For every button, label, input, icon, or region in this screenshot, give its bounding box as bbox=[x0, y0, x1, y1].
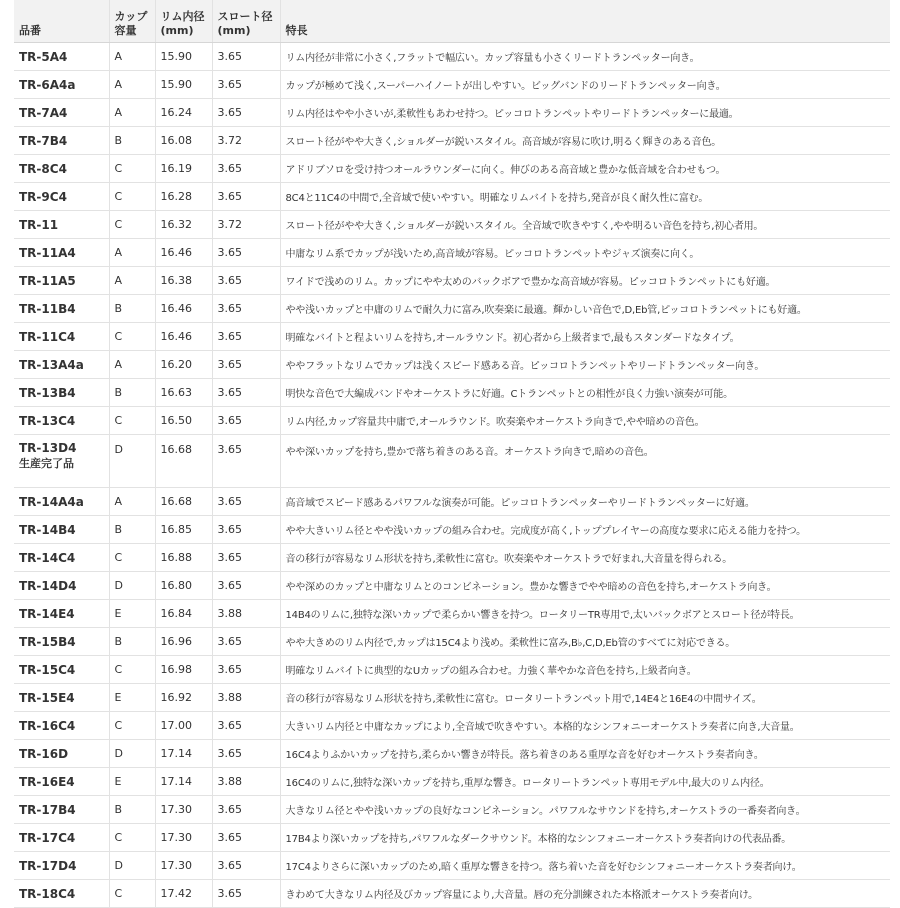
cell-rim: 16.08 bbox=[155, 127, 212, 155]
table-row bbox=[14, 71, 890, 99]
header-model: 品番 bbox=[14, 0, 109, 43]
cell-rim: 16.46 bbox=[155, 323, 212, 351]
header-feature: 特長 bbox=[280, 0, 890, 43]
cell-rim: 16.88 bbox=[155, 544, 212, 572]
cell-throat: 3.65 bbox=[212, 628, 280, 656]
cell-feature: 17B4より深いカップを持ち,パワフルなダークサウンド。本格的なシンフォニーオーケストラ奏者向けの代表品番。 bbox=[280, 824, 890, 852]
table-row bbox=[14, 211, 890, 239]
table-row bbox=[14, 379, 890, 407]
cell-feature: 大きいリム内径と中庸なカップにより,全音域で吹きやすい。本格的なシンフォニーオーケストラ奏者に向き,大音量。 bbox=[280, 712, 890, 740]
cell-throat: 3.72 bbox=[212, 211, 280, 239]
cell-cup: A bbox=[109, 43, 155, 71]
cell-feature: ワイドで浅めのリム。カップにやや太めのバックボアで豊かな高音域が容易。ピッコロトランペットにも好適。 bbox=[280, 267, 890, 295]
cell-throat: 3.65 bbox=[212, 267, 280, 295]
cell-rim: 16.46 bbox=[155, 295, 212, 323]
cell-model: TR-15B4 bbox=[14, 628, 109, 656]
table-row bbox=[14, 127, 890, 155]
cell-rim: 16.85 bbox=[155, 516, 212, 544]
cell-cup: A bbox=[109, 351, 155, 379]
table-row bbox=[14, 656, 890, 684]
cell-cup: A bbox=[109, 71, 155, 99]
cell-throat: 3.65 bbox=[212, 155, 280, 183]
cell-throat: 3.65 bbox=[212, 572, 280, 600]
cell-cup: C bbox=[109, 211, 155, 239]
table-row bbox=[14, 99, 890, 127]
cell-cup: B bbox=[109, 127, 155, 155]
table-row bbox=[14, 572, 890, 600]
cell-model: TR-11A4 bbox=[14, 239, 109, 267]
cell-model: TR-15C4 bbox=[14, 656, 109, 684]
table-row bbox=[14, 544, 890, 572]
cell-model: TR-5A4 bbox=[14, 43, 109, 71]
cell-cup: E bbox=[109, 768, 155, 796]
cell-throat: 3.72 bbox=[212, 127, 280, 155]
table-row bbox=[14, 768, 890, 796]
cell-rim: 16.98 bbox=[155, 656, 212, 684]
cell-model: TR-7B4 bbox=[14, 127, 109, 155]
cell-cup: B bbox=[109, 516, 155, 544]
cell-throat: 3.65 bbox=[212, 544, 280, 572]
cell-feature: 高音域でスピード感あるパワフルな演奏が可能。ピッコロトランペッターやリードトランペッターに好適。 bbox=[280, 488, 890, 516]
cell-rim: 17.14 bbox=[155, 740, 212, 768]
cell-cup: E bbox=[109, 684, 155, 712]
cell-feature: やや深めのカップと中庸なリムとのコンビネーション。豊かな響きでやや暗めの音色を持ち,オーケストラ向き。 bbox=[280, 572, 890, 600]
cell-rim: 16.84 bbox=[155, 600, 212, 628]
cell-feature: やや大きいリム径とやや浅いカップの組み合わせ。完成度が高く,トッププレイヤーの高度な要求に応える能力を持つ。 bbox=[280, 516, 890, 544]
cell-model: TR-13B4 bbox=[14, 379, 109, 407]
cell-rim: 16.20 bbox=[155, 351, 212, 379]
cell-cup: A bbox=[109, 488, 155, 516]
header-cup: カップ 容量 bbox=[109, 0, 155, 43]
cell-cup: D bbox=[109, 852, 155, 880]
table-row bbox=[14, 824, 890, 852]
cell-model: TR-6A4a bbox=[14, 71, 109, 99]
cell-rim: 15.90 bbox=[155, 71, 212, 99]
cell-model: TR-14E4 bbox=[14, 600, 109, 628]
table-row bbox=[14, 684, 890, 712]
cell-feature: 明確なバイトと程よいリムを持ち,オールラウンド。初心者から上級者まで,最もスタンダードなタイプ。 bbox=[280, 323, 890, 351]
cell-cup: B bbox=[109, 796, 155, 824]
cell-model: TR-17B4 bbox=[14, 796, 109, 824]
cell-model: TR-13D4 生産完了品 bbox=[14, 435, 109, 488]
cell-cup: C bbox=[109, 155, 155, 183]
cell-throat: 3.65 bbox=[212, 712, 280, 740]
cell-cup: C bbox=[109, 407, 155, 435]
cell-rim: 17.30 bbox=[155, 852, 212, 880]
cell-throat: 3.65 bbox=[212, 239, 280, 267]
cell-throat: 3.88 bbox=[212, 600, 280, 628]
table-row bbox=[14, 323, 890, 351]
cell-model: TR-16C4 bbox=[14, 712, 109, 740]
cell-rim: 16.80 bbox=[155, 572, 212, 600]
cell-rim: 16.68 bbox=[155, 435, 212, 488]
cell-model: TR-14C4 bbox=[14, 544, 109, 572]
cell-model: TR-18C4 bbox=[14, 880, 109, 908]
cell-model: TR-16D bbox=[14, 740, 109, 768]
cell-feature: 中庸なリム系でカップが浅いため,高音域が容易。ピッコロトランペットやジャズ演奏に向く。 bbox=[280, 239, 890, 267]
cell-feature: 8C4と11C4の中間で,全音域で使いやすい。明確なリムバイトを持ち,発音が良く耐久性に富む。 bbox=[280, 183, 890, 211]
cell-throat: 3.65 bbox=[212, 351, 280, 379]
cell-feature: 明確なリムバイトに典型的なUカップの組み合わせ。力強く華やかな音色を持ち,上級者向き。 bbox=[280, 656, 890, 684]
cell-cup: C bbox=[109, 183, 155, 211]
table-row bbox=[14, 796, 890, 824]
table-row bbox=[14, 488, 890, 516]
cell-rim: 17.42 bbox=[155, 880, 212, 908]
cell-feature: ややフラットなリムでカップは浅くスピード感ある音。ピッコロトランペットやリードトランペッター向き。 bbox=[280, 351, 890, 379]
cell-model: TR-9C4 bbox=[14, 183, 109, 211]
table-row bbox=[14, 600, 890, 628]
cell-feature: スロート径がやや大きく,ショルダーが鋭いスタイル。全音域で吹きやすく,やや明るい音色を持ち,初心者用。 bbox=[280, 211, 890, 239]
cell-feature: 17C4よりさらに深いカップのため,暗く重厚な響きを持つ。落ち着いた音を好むシンフォニーオーケストラ奏者向け。 bbox=[280, 852, 890, 880]
cell-cup: C bbox=[109, 824, 155, 852]
cell-throat: 3.65 bbox=[212, 295, 280, 323]
cell-cup: C bbox=[109, 880, 155, 908]
cell-rim: 17.14 bbox=[155, 768, 212, 796]
cell-model: TR-11B4 bbox=[14, 295, 109, 323]
table-row bbox=[14, 351, 890, 379]
table-row bbox=[14, 183, 890, 211]
cell-cup: C bbox=[109, 323, 155, 351]
cell-model: TR-11A5 bbox=[14, 267, 109, 295]
cell-rim: 16.68 bbox=[155, 488, 212, 516]
cell-rim: 16.28 bbox=[155, 183, 212, 211]
cell-throat: 3.65 bbox=[212, 71, 280, 99]
cell-feature: スロート径がやや大きく,ショルダーが鋭いスタイル。高音域が容易に吹け,明るく輝きのある音色。 bbox=[280, 127, 890, 155]
cell-rim: 16.24 bbox=[155, 99, 212, 127]
cell-model: TR-13A4a bbox=[14, 351, 109, 379]
cell-rim: 16.96 bbox=[155, 628, 212, 656]
table-row bbox=[14, 435, 890, 488]
cell-model: TR-14A4a bbox=[14, 488, 109, 516]
cell-model: TR-16E4 bbox=[14, 768, 109, 796]
cell-feature: リム内径,カップ容量共中庸で,オールラウンド。吹奏楽やオーケストラ向きで,やや暗めの音色。 bbox=[280, 407, 890, 435]
cell-cup: C bbox=[109, 544, 155, 572]
cell-cup: B bbox=[109, 379, 155, 407]
cell-cup: C bbox=[109, 712, 155, 740]
cell-rim: 15.90 bbox=[155, 43, 212, 71]
table-row bbox=[14, 295, 890, 323]
cell-throat: 3.65 bbox=[212, 488, 280, 516]
table-header bbox=[14, 0, 890, 43]
header-throat: スロート径 (mm) bbox=[212, 0, 280, 43]
cell-model: TR-13C4 bbox=[14, 407, 109, 435]
cell-feature: リム内径が非常に小さく,フラットで幅広い。カップ容量も小さくリードトランペッター向き。 bbox=[280, 43, 890, 71]
cell-cup: A bbox=[109, 99, 155, 127]
cell-throat: 3.65 bbox=[212, 852, 280, 880]
cell-throat: 3.65 bbox=[212, 323, 280, 351]
table-body bbox=[14, 43, 890, 908]
cell-feature: やや大きめのリム内径で,カップは15C4より浅め。柔軟性に富み,B♭,C,D,Eb管のすべてに対応できる。 bbox=[280, 628, 890, 656]
table-row bbox=[14, 740, 890, 768]
table-row bbox=[14, 43, 890, 71]
table-row bbox=[14, 516, 890, 544]
cell-feature: やや浅いカップと中庸のリムで耐久力に富み,吹奏楽に最適。輝かしい音色で,D,Eb管,ピッコロトランペットにも好適。 bbox=[280, 295, 890, 323]
cell-rim: 17.30 bbox=[155, 824, 212, 852]
table-row bbox=[14, 407, 890, 435]
header-rim: リム内径 (mm) bbox=[155, 0, 212, 43]
cell-feature: やや深いカップを持ち,豊かで落ち着きのある音。オーケストラ向きで,暗めの音色。 bbox=[280, 435, 890, 488]
cell-cup: D bbox=[109, 740, 155, 768]
cell-cup: B bbox=[109, 295, 155, 323]
cell-throat: 3.65 bbox=[212, 43, 280, 71]
cell-feature: 音の移行が容易なリム形状を持ち,柔軟性に富む。ロータリートランペット用で,14E4と16E4の中間サイズ。 bbox=[280, 684, 890, 712]
cell-rim: 16.46 bbox=[155, 239, 212, 267]
cell-feature: 16C4よりふかいカップを持ち,柔らかい響きが特長。落ち着きのある重厚な音を好むオーケストラ奏者向き。 bbox=[280, 740, 890, 768]
cell-throat: 3.65 bbox=[212, 407, 280, 435]
discontinued-note: 生産完了品 bbox=[19, 457, 74, 470]
cell-cup: D bbox=[109, 572, 155, 600]
table-row bbox=[14, 267, 890, 295]
cell-cup: A bbox=[109, 267, 155, 295]
cell-feature: 大きなリム径とやや浅いカップの良好なコンビネーション。パワフルなサウンドを持ち,オーケストラの一番奏者向き。 bbox=[280, 796, 890, 824]
table-row bbox=[14, 155, 890, 183]
cell-feature: 14B4のリムに,独特な深いカップで柔らかい響きを持つ。ロータリーTR専用で,太いバックボアとスロート径が特長。 bbox=[280, 600, 890, 628]
table-row bbox=[14, 628, 890, 656]
cell-throat: 3.88 bbox=[212, 684, 280, 712]
cell-rim: 16.19 bbox=[155, 155, 212, 183]
table-row bbox=[14, 712, 890, 740]
cell-model: TR-11C4 bbox=[14, 323, 109, 351]
table-row bbox=[14, 880, 890, 908]
cell-feature: アドリブソロを受け持つオールラウンダーに向く。伸びのある高音域と豊かな低音域を合わせもつ。 bbox=[280, 155, 890, 183]
cell-rim: 16.92 bbox=[155, 684, 212, 712]
cell-cup: B bbox=[109, 628, 155, 656]
cell-throat: 3.65 bbox=[212, 880, 280, 908]
cell-rim: 17.30 bbox=[155, 796, 212, 824]
cell-feature: リム内径はやや小さいが,柔軟性もあわせ持つ。ピッコロトランペットやリードトランペッターに最適。 bbox=[280, 99, 890, 127]
mouthpiece-spec-table bbox=[14, 0, 890, 908]
cell-cup: C bbox=[109, 656, 155, 684]
table-row bbox=[14, 852, 890, 880]
cell-throat: 3.88 bbox=[212, 768, 280, 796]
cell-throat: 3.65 bbox=[212, 99, 280, 127]
cell-cup: D bbox=[109, 435, 155, 488]
cell-throat: 3.65 bbox=[212, 379, 280, 407]
cell-model: TR-11 bbox=[14, 211, 109, 239]
cell-throat: 3.65 bbox=[212, 796, 280, 824]
cell-model: TR-7A4 bbox=[14, 99, 109, 127]
cell-feature: 明快な音色で大編成バンドやオーケストラに好適。Cトランペットとの相性が良く力強い演奏が可能。 bbox=[280, 379, 890, 407]
cell-throat: 3.65 bbox=[212, 740, 280, 768]
cell-rim: 16.32 bbox=[155, 211, 212, 239]
cell-feature: カップが極めて浅く,スーパーハイノートが出しやすい。ビッグバンドのリードトランペッター向き。 bbox=[280, 71, 890, 99]
cell-rim: 16.38 bbox=[155, 267, 212, 295]
cell-model: TR-8C4 bbox=[14, 155, 109, 183]
cell-throat: 3.65 bbox=[212, 183, 280, 211]
cell-cup: A bbox=[109, 239, 155, 267]
cell-rim: 16.50 bbox=[155, 407, 212, 435]
spec-table-container bbox=[14, 0, 890, 908]
cell-throat: 3.65 bbox=[212, 656, 280, 684]
cell-model: TR-14B4 bbox=[14, 516, 109, 544]
cell-model: TR-15E4 bbox=[14, 684, 109, 712]
cell-cup: E bbox=[109, 600, 155, 628]
cell-model: TR-14D4 bbox=[14, 572, 109, 600]
cell-feature: 音の移行が容易なリム形状を持ち,柔軟性に富む。吹奏楽やオーケストラで好まれ,大音量を得られる。 bbox=[280, 544, 890, 572]
cell-rim: 17.00 bbox=[155, 712, 212, 740]
cell-throat: 3.65 bbox=[212, 516, 280, 544]
cell-throat: 3.65 bbox=[212, 824, 280, 852]
cell-rim: 16.63 bbox=[155, 379, 212, 407]
table-row bbox=[14, 239, 890, 267]
cell-feature: きわめて大きなリム内径及びカップ容量により,大音量。唇の充分訓練された本格派オーケストラ奏者向け。 bbox=[280, 880, 890, 908]
cell-throat: 3.65 bbox=[212, 435, 280, 488]
cell-feature: 16C4のリムに,独特な深いカップを持ち,重厚な響き。ロータリートランペット専用モデル中,最大のリム内径。 bbox=[280, 768, 890, 796]
cell-model: TR-17D4 bbox=[14, 852, 109, 880]
cell-model: TR-17C4 bbox=[14, 824, 109, 852]
